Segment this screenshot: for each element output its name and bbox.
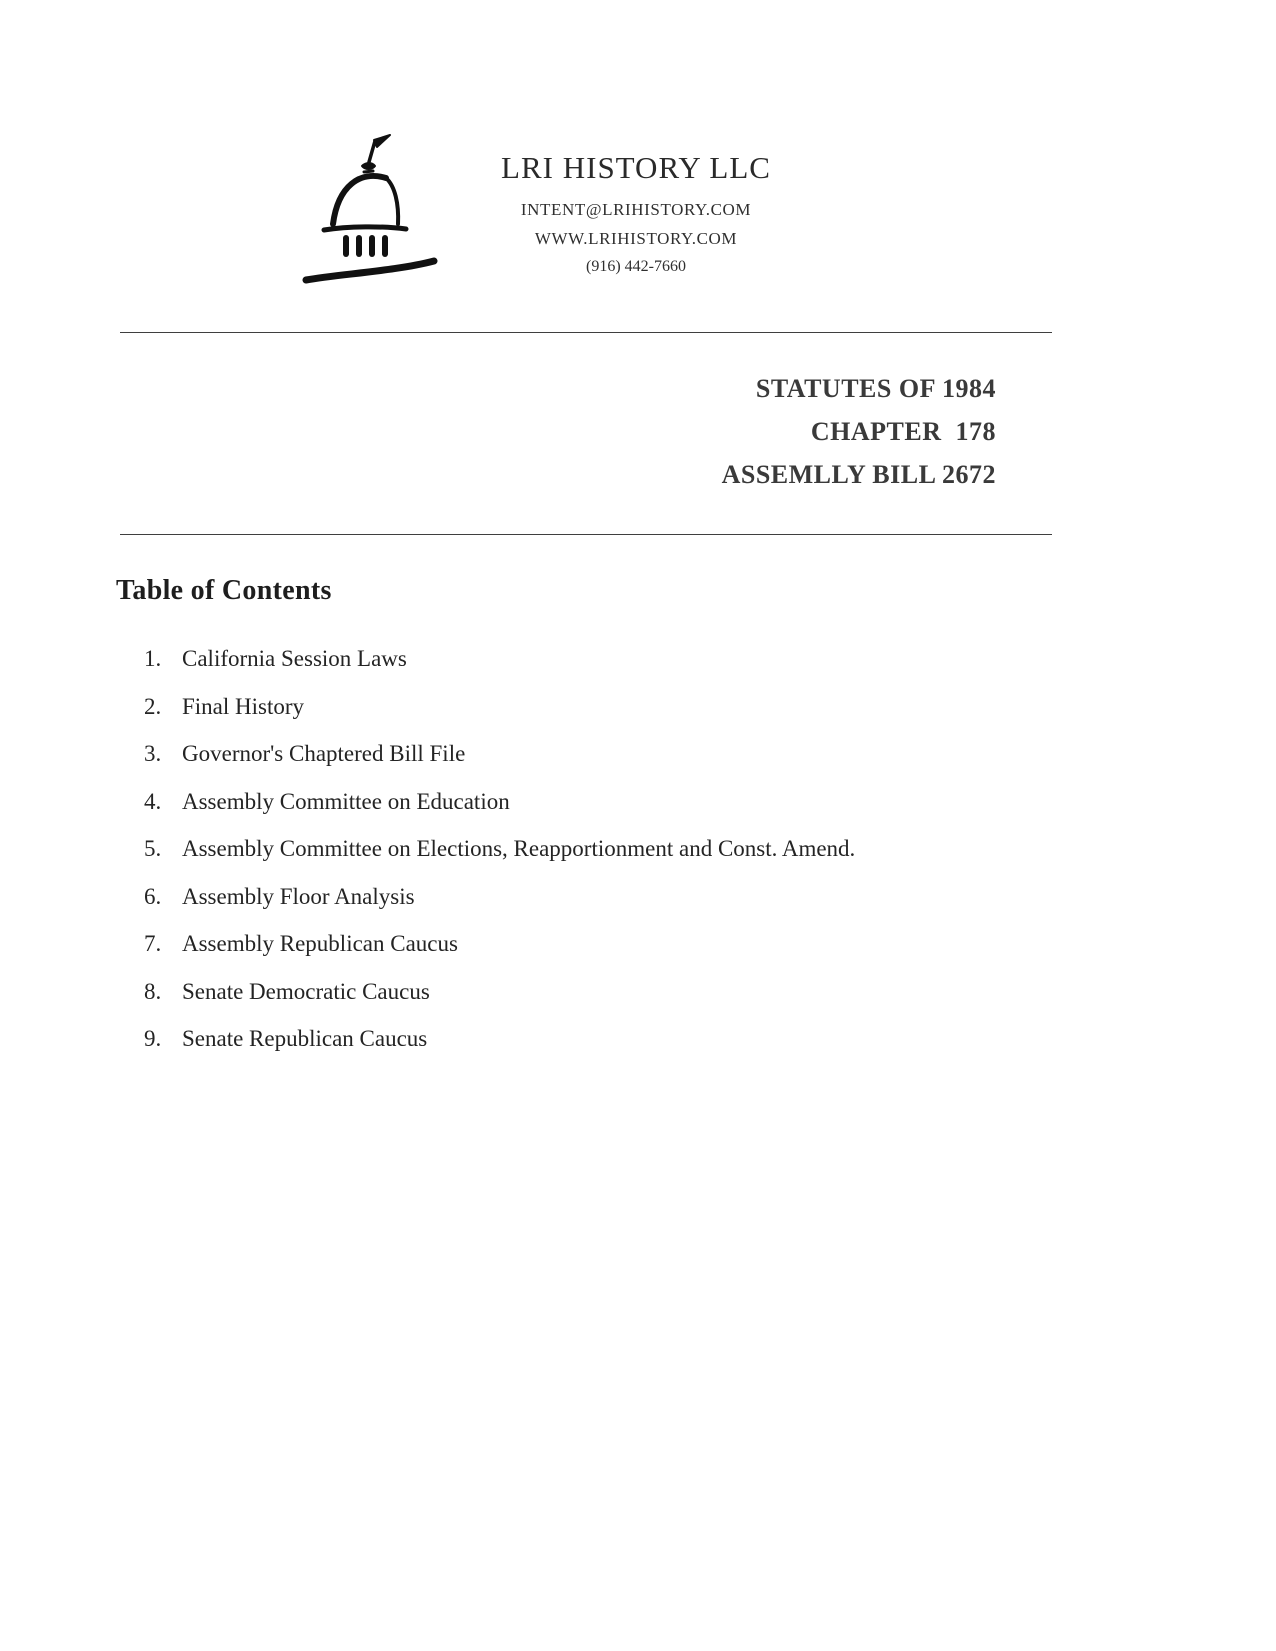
toc-item-number: 3. [144, 741, 162, 766]
company-name: LRI HISTORY LLC [501, 150, 771, 185]
toc-item [144, 683, 1276, 731]
title-chapter: CHAPTER 178 [810, 417, 996, 446]
toc-item-label: Senate Democratic Caucus [182, 978, 430, 1004]
toc-item-number: 8. [144, 978, 162, 1004]
toc-item [144, 873, 1276, 921]
toc-item-label: Governor's Chaptered Bill File [182, 741, 466, 766]
toc-item-number: 7. [144, 931, 162, 956]
toc-item-label: Assembly Floor Analysis [182, 883, 415, 909]
toc-item-label: Senate Republican Caucus [182, 1026, 428, 1051]
phone-text: (916) 442-7660 [586, 258, 686, 275]
toc-item [144, 730, 1276, 778]
title-bill: ASSEMLLY BILL 2672 [721, 460, 996, 489]
capitol-building-icon [298, 128, 448, 288]
toc-item-number: 2. [144, 693, 162, 719]
toc-item-number: 4. [144, 788, 162, 814]
toc-item-label: California Session Laws [182, 646, 407, 671]
horizontal-rule-bottom [120, 534, 1052, 535]
toc-item-number: 9. [144, 1026, 162, 1051]
toc-item-label: Assembly Republican Caucus [182, 931, 458, 956]
toc-item [144, 635, 1276, 683]
toc-item-number: 1. [144, 646, 162, 671]
horizontal-rule-top [120, 332, 1052, 333]
toc-item-label: Assembly Committee on Elections, Reapportionment and Const. Amend. [182, 836, 856, 861]
toc-item-label: Assembly Committee on Education [182, 788, 510, 814]
toc-item-number: 6. [144, 883, 162, 909]
letterhead-text [486, 128, 786, 276]
toc-list [144, 635, 1276, 1063]
toc-item [144, 968, 1276, 1016]
toc-item [144, 1015, 1276, 1063]
title-block [120, 367, 1052, 496]
toc-heading: Table of Contents [116, 575, 332, 606]
table-of-contents [116, 575, 1276, 1063]
toc-item [144, 778, 1276, 826]
title-statutes: STATUTES OF 1984 [755, 374, 996, 403]
toc-item-label: Final History [182, 693, 305, 719]
website-text: WWW.LRIHISTORY.COM [534, 229, 738, 248]
toc-item [144, 920, 1276, 968]
letterhead [0, 0, 1276, 288]
email-text: INTENT@LRIHISTORY.COM [520, 200, 752, 219]
toc-item [144, 825, 1276, 873]
toc-item-number: 5. [144, 836, 162, 861]
